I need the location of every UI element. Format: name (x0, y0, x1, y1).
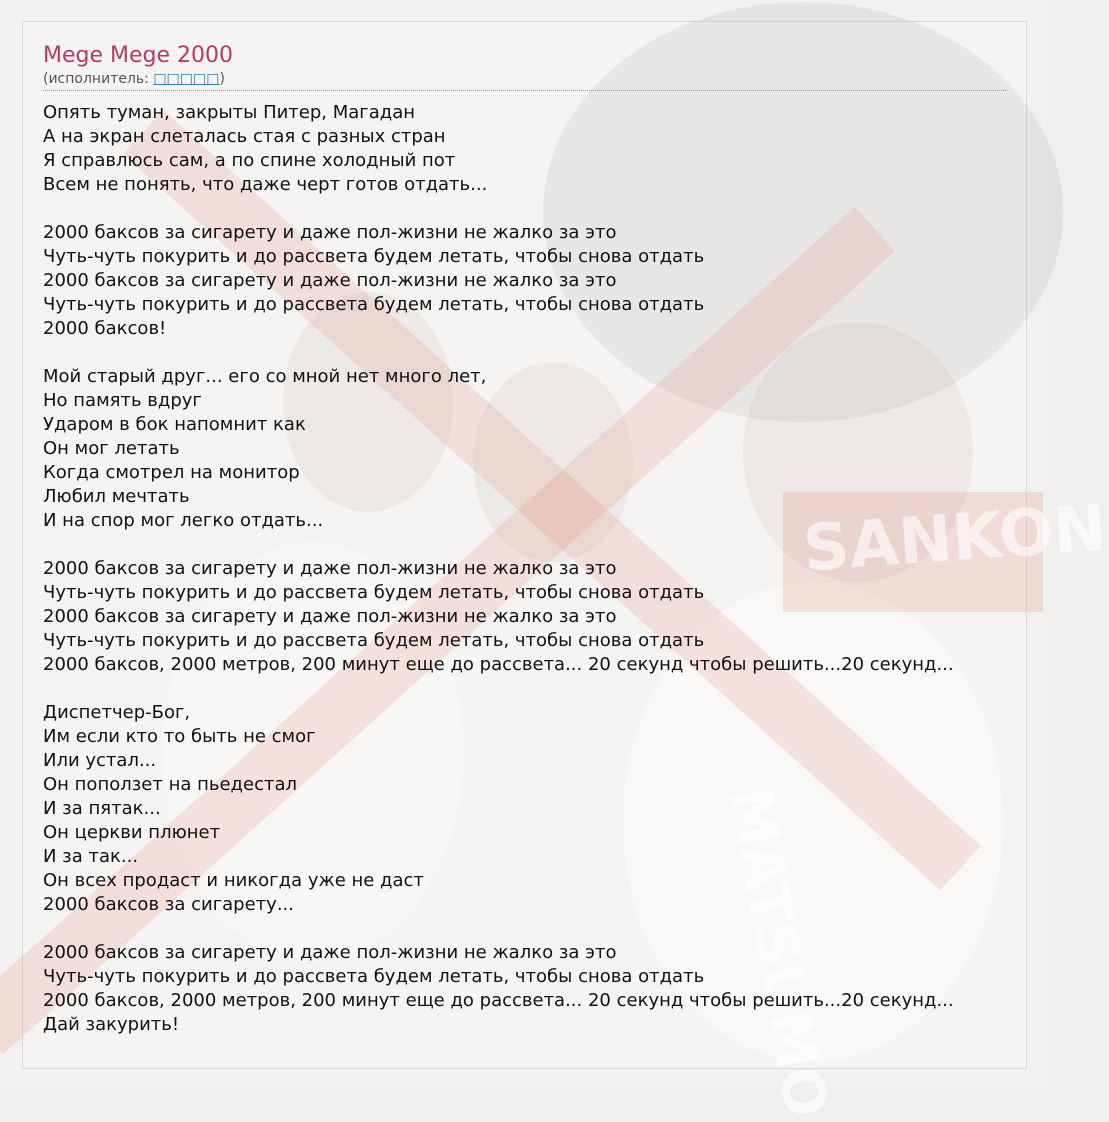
lyrics-line: Любил мечтать (43, 486, 190, 507)
watermark-word-2: MATSUMO (716, 782, 841, 1122)
lyrics-line: 2000 баксов за сигарету и даже пол-жизни не жалко за это (43, 222, 617, 243)
lyrics-line: Дай закурить! (43, 1014, 180, 1035)
lyrics-line: Ударом в бок напомнит как (43, 414, 306, 435)
lyrics-line: А на экран слеталась стая с разных стран (43, 126, 446, 147)
lyrics-line: 2000 баксов за сигарету и даже пол-жизни не жалко за это (43, 270, 617, 291)
lyrics-line: Он поползет на пьедестал (43, 774, 297, 795)
lyrics-line: Чуть-чуть покурить и до рассвета будем летать, чтобы снова отдать (43, 582, 705, 603)
lyrics-line: Когда смотрел на монитор (43, 462, 300, 483)
lyrics-line: Всем не понять, что даже черт готов отдать... (43, 174, 488, 195)
lyrics-line: 2000 баксов за сигарету и даже пол-жизни не жалко за это (43, 558, 617, 579)
lyrics-stanza (43, 557, 1006, 677)
lyrics-line: 2000 баксов, 2000 метров, 200 минут еще до рассвета... 20 секунд чтобы решить...20 секунд... (43, 654, 954, 675)
lyrics-line: Мой старый друг... его со мной нет много лет, (43, 366, 487, 387)
artist-line (43, 70, 1006, 91)
lyrics-line: Я справлюсь сам, а по спине холодный пот (43, 150, 456, 171)
lyrics-line: Он мог летать (43, 438, 180, 459)
lyrics-stanza (43, 365, 1006, 533)
lyrics-line: 2000 баксов за сигарету... (43, 894, 294, 915)
lyrics-line: И за так... (43, 846, 139, 867)
song-title: Mege Mege 2000 (43, 43, 234, 68)
lyrics-line: Чуть-чуть покурить и до рассвета будем летать, чтобы снова отдать (43, 966, 705, 987)
lyrics-line: Чуть-чуть покурить и до рассвета будем летать, чтобы снова отдать (43, 294, 705, 315)
lyrics-line: И на спор мог легко отдать... (43, 510, 324, 531)
lyrics-stanza (43, 101, 1006, 197)
lyrics-panel (22, 21, 1109, 1122)
lyrics-content (43, 42, 1006, 1061)
artist-prefix: (исполнитель: (43, 71, 154, 87)
lyrics-line: 2000 баксов за сигарету и даже пол-жизни не жалко за это (43, 606, 617, 627)
lyrics-line: И за пятак... (43, 798, 161, 819)
lyrics-line: Или устал... (43, 750, 157, 771)
lyrics-line: 2000 баксов! (43, 318, 167, 339)
lyrics-line: Чуть-чуть покурить и до рассвета будем летать, чтобы снова отдать (43, 246, 705, 267)
lyrics-line: Опять туман, закрыты Питер, Магадан (43, 102, 416, 123)
artist-link[interactable]: □□□□□ (153, 71, 220, 87)
lyrics-stanza (43, 701, 1006, 917)
lyrics-stanza (43, 941, 1006, 1037)
lyrics-stanza (43, 221, 1006, 341)
watermark-word-1: SANKON (800, 491, 1109, 587)
lyrics-line: Диспетчер-Бог, (43, 702, 191, 723)
lyrics-line: Чуть-чуть покурить и до рассвета будем летать, чтобы снова отдать (43, 630, 705, 651)
lyrics-line: Но память вдруг (43, 390, 202, 411)
lyrics-line: Им если кто то быть не смог (43, 726, 316, 747)
lyrics-line: Он церкви плюнет (43, 822, 221, 843)
artist-suffix: ) (219, 71, 225, 87)
lyrics-line: 2000 баксов, 2000 метров, 200 минут еще до рассвета... 20 секунд чтобы решить...20 секунд... (43, 990, 954, 1011)
lyrics-body (43, 101, 1006, 1037)
lyrics-line: Он всех продаст и никогда уже не даст (43, 870, 424, 891)
lyrics-line: 2000 баксов за сигарету и даже пол-жизни не жалко за это (43, 942, 617, 963)
